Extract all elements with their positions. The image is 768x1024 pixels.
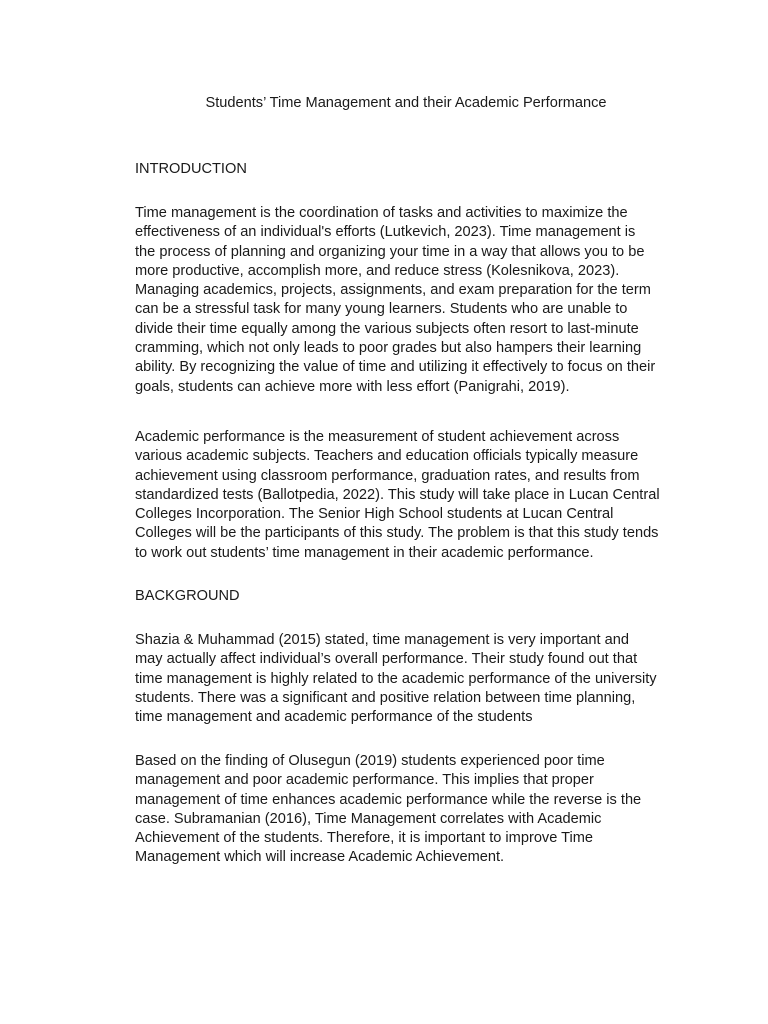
text-line: Academic performance is the measurement of student achievement across [135, 429, 620, 445]
section-heading-background: BACKGROUND [135, 588, 240, 604]
text-line: time management and academic performance of the students [135, 709, 533, 726]
text-line: divide their time equally among the various subjects often resort to last-minute [135, 320, 639, 337]
introduction-paragraph-2 [135, 428, 681, 563]
text-line: Achievement of the students. Therefore, it is important to improve Time [135, 830, 594, 847]
text-line: ability. By recognizing the value of time and utilizing it effectively to focus on their [135, 359, 656, 376]
text-line: more productive, accomplish more, and reduce stress (Kolesnikova, 2023). [135, 262, 620, 279]
text-line: Based on the finding of Olusegun (2019) students experienced poor time [135, 753, 605, 769]
section-heading-introduction: INTRODUCTION [135, 161, 247, 177]
text-line: various academic subjects. Teachers and education officials typically measure [135, 448, 639, 465]
text-line: standardized tests (Ballotpedia, 2022). This study will take place in Lucan Central [135, 486, 660, 503]
text-line: Management which will increase Academic Achievement. [135, 849, 505, 866]
text-line: cramming, which not only leads to poor grades but also hampers their learning [135, 340, 642, 357]
text-line: may actually affect individual’s overall performance. Their study found out that [135, 651, 638, 668]
text-line: goals, students can achieve more with less effort (Panigrahi, 2019). [135, 378, 570, 395]
text-line: Colleges Incorporation. The Senior High School students at Lucan Central [135, 506, 614, 523]
background-paragraph-2 [135, 752, 681, 868]
text-line: achievement using classroom performance, graduation rates, and results from [135, 467, 640, 484]
document-title: Students’ Time Management and their Academic Performance [205, 95, 607, 111]
text-line: to work out students’ time management in their academic performance. [135, 544, 594, 561]
introduction-paragraph-1 [135, 204, 681, 397]
text-line: students. There was a significant and positive relation between time planning, [135, 689, 636, 706]
background-paragraph-1 [135, 631, 681, 727]
text-line: Colleges will be the participants of this study. The problem is that this study tends [135, 525, 659, 542]
text-line: time management is highly related to the academic performance of the university [135, 670, 657, 687]
text-line: the process of planning and organizing your time in a way that allows you to be [135, 243, 645, 260]
text-line: effectiveness of an individual's efforts (Lutkevich, 2023). Time management is [135, 224, 636, 241]
text-line: can be a stressful task for many young learners. Students who are unable to [135, 301, 628, 318]
text-line: Managing academics, projects, assignments, and exam preparation for the term [135, 282, 651, 299]
text-line: management of time enhances academic performance while the reverse is the [135, 791, 642, 808]
text-line: Time management is the coordination of tasks and activities to maximize the [135, 205, 628, 221]
text-line: management and poor academic performance. This implies that proper [135, 772, 594, 789]
text-line: Shazia & Muhammad (2015) stated, time management is very important and [135, 632, 629, 648]
text-line: case. Subramanian (2016), Time Management correlates with Academic [135, 810, 602, 827]
